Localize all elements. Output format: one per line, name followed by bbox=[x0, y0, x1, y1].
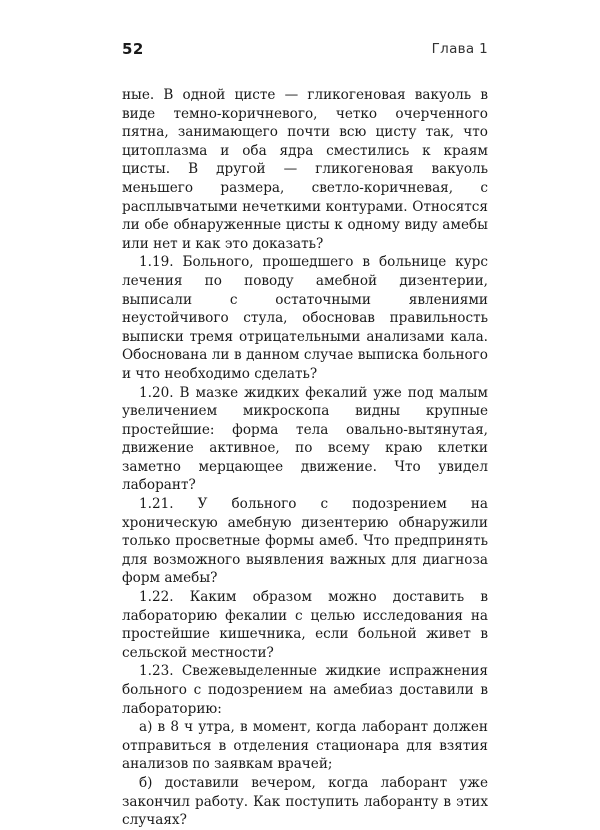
running-head-chapter: Глава 1 bbox=[431, 41, 488, 57]
question-1-23: 1.23. Свежевыделенные жидкие испражнения больного с подозрением на амебиаз доставили в лабораторию: bbox=[122, 663, 488, 717]
question-1-20: 1.20. В мазке жидких фекалий уже под малым увеличением микроскопа видны крупные простейшие: форма тела овально-вытянутая, движение активное, по всему краю клетки заметно мерцающее движение. Что увидел лаборант? bbox=[122, 384, 488, 494]
text-body bbox=[122, 86, 488, 830]
paragraph-continued: ные. В одной цисте — гликогеновая вакуоль в виде темно-коричневого, четко очерченного пятна, занимающего почти всю цисту так, что цитоплазма и оба ядра сместились к краям цисты. В другой — гликогеновая вакуоль меньшего размера, светло-коричневая, с расплывчатыми нечеткими контурами. Относятся ли обе обнаруженные цисты к одному виду амебы или нет и как это доказать? bbox=[122, 87, 488, 252]
page-header bbox=[122, 40, 488, 62]
question-1-22: 1.22. Каким образом можно доставить в лабораторию фекалии с целью исследования на простейшие кишечника, если больной живет в сельской местности? bbox=[122, 589, 488, 661]
question-1-19: 1.19. Больного, прошедшего в больнице курс лечения по поводу амебной дизентерии, выписали с остаточными явлениями неустойчивого стула, обосновав правильность выписки тремя отрицательными анализами кала. Обоснована ли в данном случае выписка больного и что необходимо сделать? bbox=[122, 254, 488, 382]
question-1-23-case-a: а) в 8 ч утра, в момент, когда лаборант должен отправиться в отделения стационара для взятия анализов по заявкам врачей; bbox=[122, 719, 488, 773]
question-1-23-case-b: б) доставили вечером, когда лаборант уже закончил работу. Как поступить лаборанту в этих случаях? bbox=[122, 774, 488, 829]
page-number: 52 bbox=[122, 40, 144, 58]
question-1-21: 1.21. У больного с подозрением на хроническую амебную дизентерию обнаружили только просветные формы амеб. Что предпринять для возможного выявления важных для диагноза форм амебы? bbox=[122, 496, 488, 587]
